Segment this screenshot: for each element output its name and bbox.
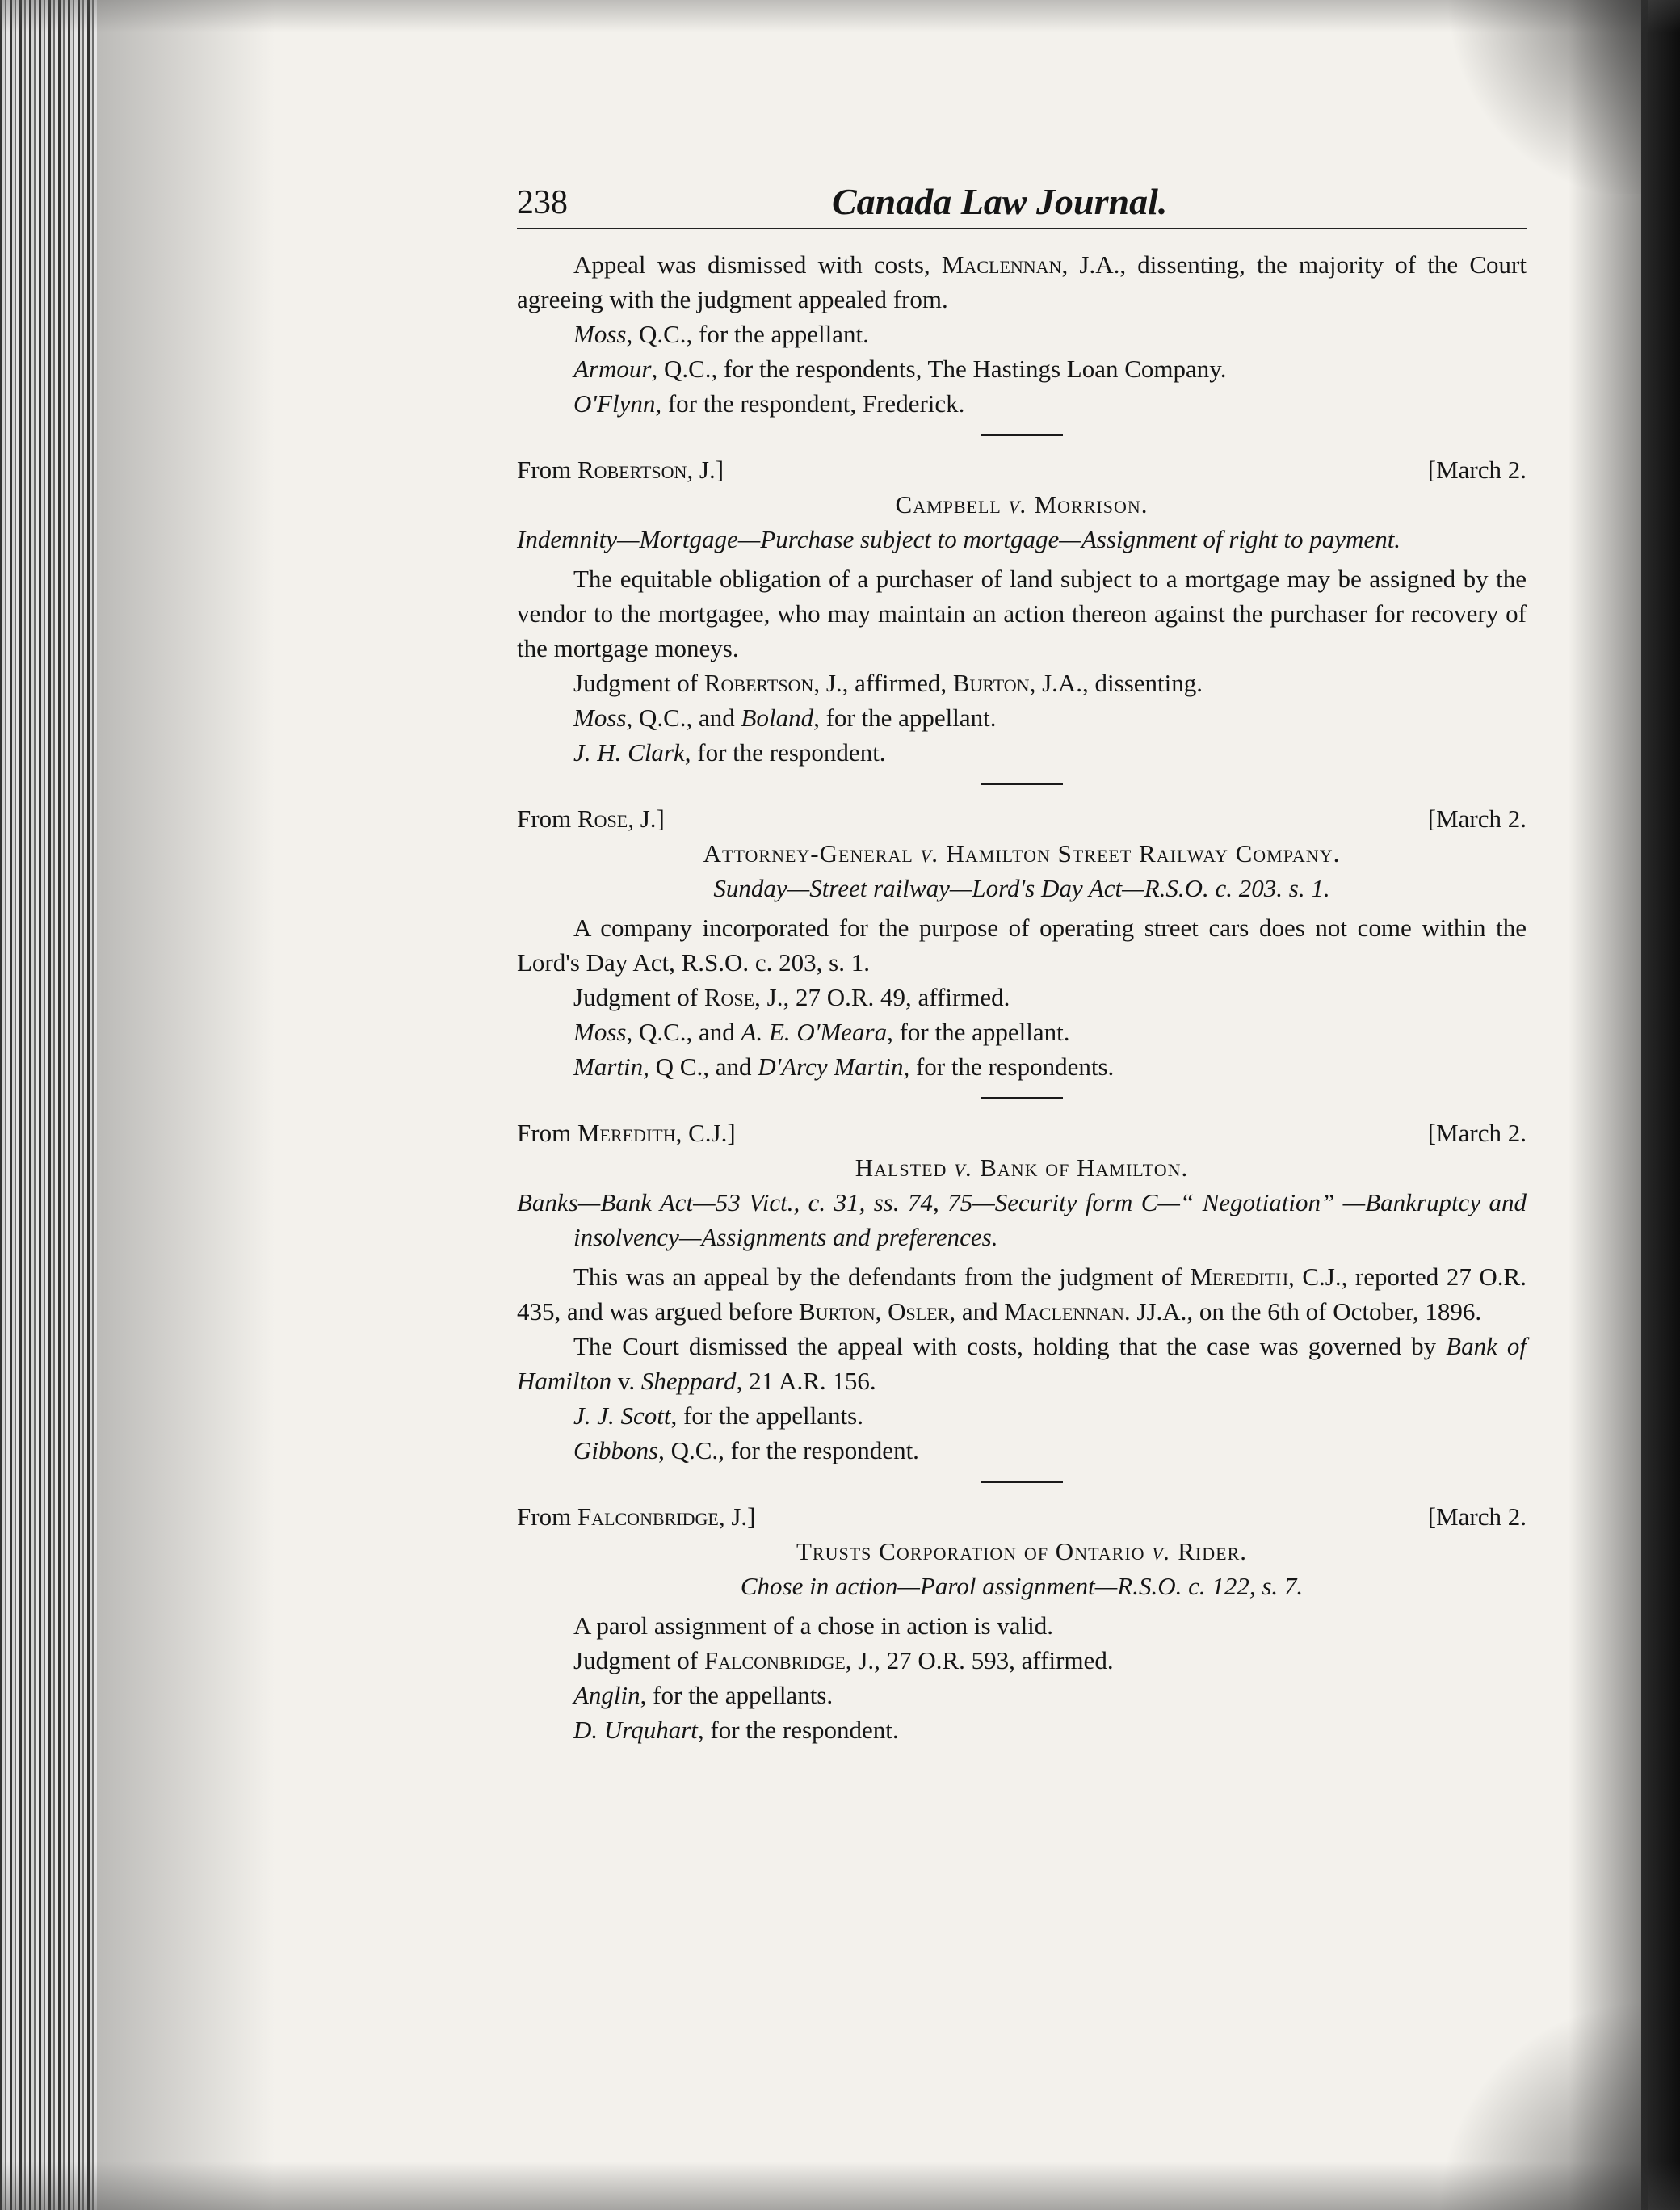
counsel-line: O'Flynn, for the respondent, Frederick. [573, 389, 965, 418]
scan-corner-bottom-right [1438, 2000, 1648, 2210]
running-head [517, 178, 1527, 231]
previous-case-conclusion [517, 247, 1527, 421]
case-headnote: Chose in action—Parol assignment—R.S.O. c. 122, s. 7. [740, 1572, 1304, 1600]
counsel-line: Moss, Q.C., and A. E. O'Meara, for the appellant. [573, 1018, 1070, 1046]
counsel-line: J. J. Scott, for the appellants. [573, 1401, 863, 1430]
from-line [517, 1499, 1527, 1534]
case-trusts-corporation-v-rider [517, 1499, 1527, 1747]
section-divider [981, 783, 1063, 785]
case-attorney-general-v-hamilton-street-railway [517, 801, 1527, 1084]
case-title: Campbell v. Morrison. [895, 490, 1149, 519]
from-line [517, 452, 1527, 487]
counsel-line: D. Urquhart, for the respondent. [573, 1716, 899, 1744]
case-title: Halsted v. Bank of Hamilton. [855, 1153, 1189, 1182]
scan-corner-top-right [1438, 0, 1648, 194]
from-judge: From Meredith, C.J.] [517, 1119, 736, 1147]
judgment-line: Judgment of Falconbridge, J., 27 O.R. 593, affirmed. [573, 1646, 1114, 1674]
page-body [517, 247, 1527, 1747]
case-title: Attorney-General v. Hamilton Street Railway Company. [703, 839, 1341, 868]
counsel-line: Martin, Q C., and D'Arcy Martin, for the respondents. [573, 1052, 1115, 1081]
case-date: [March 2. [1427, 805, 1527, 833]
result-paragraph: Appeal was dismissed with costs, Maclennan, J.A., dissenting, the majority of the Court agreeing with the judgment appealed from. [517, 250, 1527, 313]
case-summary: A company incorporated for the purpose of operating street cars does not come within the Lord's Day Act, R.S.O. c. 203, s. 1. [517, 914, 1527, 977]
case-summary: The equitable obligation of a purchaser of land subject to a mortgage may be assigned by the vendor to the mortgagee, who may maintain an action thereon against the purchaser for recovery of the mortgage moneys. [517, 565, 1527, 662]
journal-title: Canada Law Journal. [832, 181, 1168, 222]
counsel-line: Moss, Q.C., for the appellant. [573, 320, 869, 348]
scan-shadow-top [0, 0, 1680, 32]
counsel-line: J. H. Clark, for the respondent. [573, 738, 886, 767]
counsel-line: Anglin, for the appellants. [573, 1681, 834, 1709]
journal-page [517, 178, 1527, 1747]
section-divider [981, 1481, 1063, 1483]
judgment-line: Judgment of Rose, J., 27 O.R. 49, affirmed. [573, 983, 1010, 1011]
scan-edge-left [0, 0, 97, 2210]
judgment-line: Judgment of Robertson, J., affirmed, Burton, J.A., dissenting. [573, 669, 1203, 697]
case-date: [March 2. [1427, 1119, 1527, 1147]
from-judge: From Robertson, J.] [517, 456, 724, 484]
counsel-line: Armour, Q.C., for the respondents, The Hastings Loan Company. [573, 355, 1227, 383]
scan-shadow-right [1569, 0, 1641, 2210]
case-date: [March 2. [1427, 1502, 1527, 1531]
page-number: 238 [517, 184, 568, 221]
case-headnote: Indemnity—Mortgage—Purchase subject to mortgage—Assignment of right to payment. [517, 525, 1401, 553]
case-title: Trusts Corporation of Ontario v. Rider. [796, 1537, 1247, 1565]
from-judge: From Rose, J.] [517, 805, 665, 833]
case-summary: A parol assignment of a chose in action is valid. [573, 1611, 1054, 1640]
case-summary: This was an appeal by the defendants from the judgment of Meredith, C.J., reported 27 O.R. 435, and was argued before Burton, Osler, and Maclennan. JJ.A., on the 6th of October, 1896. [517, 1263, 1527, 1326]
case-campbell-v-morrison [517, 452, 1527, 770]
from-line [517, 1116, 1527, 1150]
case-halsted-v-bank-of-hamilton [517, 1116, 1527, 1468]
counsel-line: Gibbons, Q.C., for the respondent. [573, 1436, 919, 1464]
scan-edge-right [1641, 0, 1680, 2210]
case-holding: The Court dismissed the appeal with costs, holding that the case was governed by Bank of Hamilton v. Sheppard, 21 A.R. 156. [517, 1332, 1527, 1395]
scan-shadow-bottom [0, 2162, 1680, 2210]
case-headnote: Banks—Bank Act—53 Vict., c. 31, ss. 74, 75—Security form C—“ Negotiation” —Bankruptcy and insolvency—Assignments and preferences. [517, 1188, 1527, 1251]
section-divider [981, 434, 1063, 436]
case-headnote: Sunday—Street railway—Lord's Day Act—R.S.O. c. 203. s. 1. [713, 874, 1330, 902]
scan-shadow-left [97, 0, 275, 2210]
counsel-line: Moss, Q.C., and Boland, for the appellant. [573, 704, 997, 732]
header-rule [517, 228, 1527, 229]
from-line [517, 801, 1527, 836]
from-judge: From Falconbridge, J.] [517, 1502, 756, 1531]
case-date: [March 2. [1427, 456, 1527, 484]
section-divider [981, 1097, 1063, 1099]
